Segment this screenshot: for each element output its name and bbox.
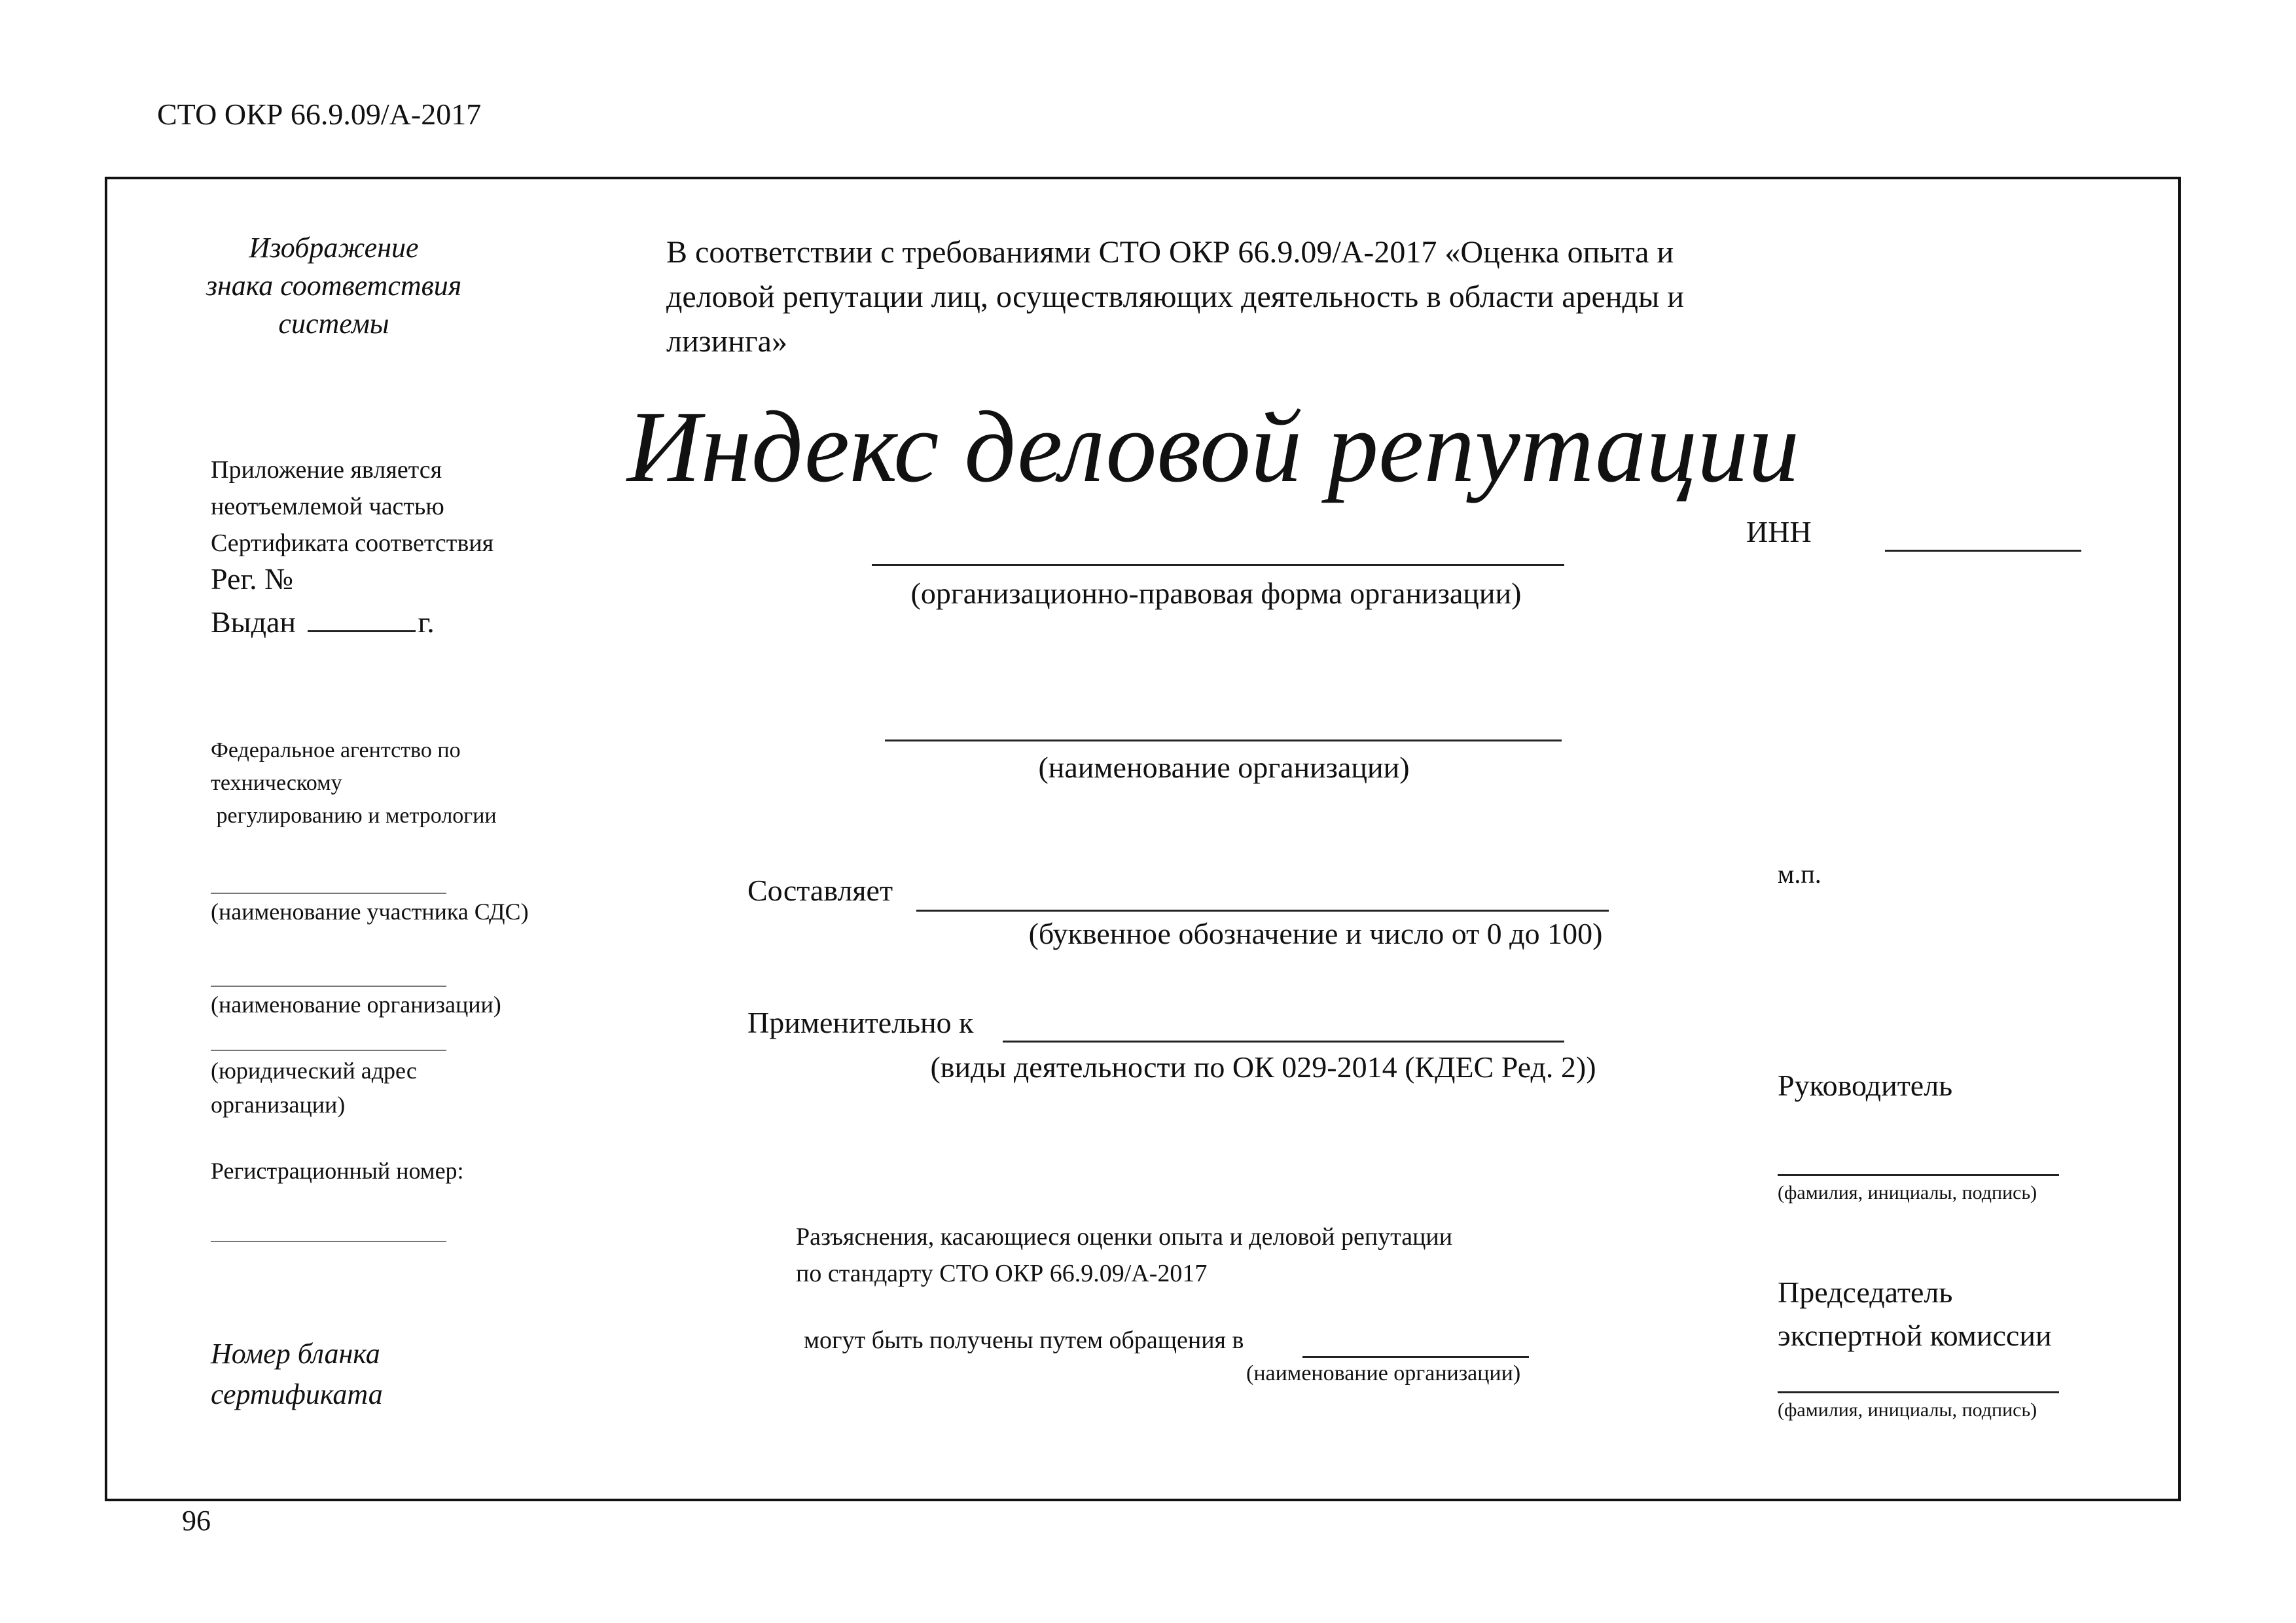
head-signature-caption: (фамилия, инициалы, подпись) (1778, 1182, 2037, 1204)
org-form-line (872, 564, 1564, 566)
head-signature-line (1778, 1174, 2059, 1176)
agency-line: регулированию и метрологии (211, 804, 497, 828)
document-code: СТО ОКР 66.9.09/А-2017 (157, 98, 482, 131)
clarifications-line: Разъяснения, касающиеся оценки опыта и деловой репутации (796, 1223, 1453, 1251)
issued-prefix: Выдан (211, 605, 296, 639)
page-number: 96 (182, 1505, 211, 1537)
chair-line: Председатель (1778, 1275, 1953, 1309)
chair-signature-caption: (фамилия, инициалы, подпись) (1778, 1399, 2037, 1421)
registration-number-line (211, 1241, 446, 1242)
chair-label (1778, 1271, 2052, 1357)
annex-line: Приложение является (211, 456, 442, 484)
legal-address-line-text: организации) (211, 1092, 346, 1118)
chair-line: экспертной комиссии (1778, 1319, 2052, 1352)
constitutes-label: Составляет (747, 874, 893, 907)
certificate-title: Индекс деловой репутации (627, 390, 1800, 503)
issued-line (211, 605, 435, 639)
clarifications-line: по стандарту СТО ОКР 66.9.09/А-2017 (796, 1260, 1208, 1287)
constitutes-line (916, 910, 1609, 912)
mark-line: системы (278, 308, 389, 340)
issued-suffix: г. (418, 605, 435, 639)
sds-participant-line (211, 893, 446, 894)
intro-paragraph (666, 230, 1684, 364)
obtain-caption: (наименование организации) (1246, 1361, 1521, 1385)
stamp-label: м.п. (1778, 859, 1821, 889)
annex-line: неотъемлемой частью (211, 493, 444, 520)
inn-field-line (1885, 550, 2081, 552)
constitutes-caption: (буквенное обозначение и число от 0 до 100) (1028, 917, 1603, 950)
agency-line: техническому (211, 771, 342, 795)
obtain-text: могут быть получены путем обращения в (804, 1327, 1244, 1354)
mark-line: знака соответствия (206, 270, 462, 302)
applicable-line (1003, 1041, 1564, 1043)
legal-address-caption (211, 1054, 417, 1122)
legal-address-line-text: (юридический адрес (211, 1058, 417, 1084)
agency-line: Федеральное агентство по (211, 738, 461, 762)
agency-name (211, 734, 497, 832)
intro-line: деловой репутации лиц, осуществляющих деятельность в области аренды и (666, 279, 1684, 314)
mark-line: Изображение (249, 232, 419, 264)
applicable-caption: (виды деятельности по ОК 029-2014 (КДЕС Ред. 2)) (930, 1050, 1596, 1084)
issued-date-blank (308, 630, 416, 632)
org-name-caption: (наименование организации) (1038, 751, 1410, 784)
applicable-label: Применительно к (747, 1006, 974, 1039)
registration-number-label: Регистрационный номер: (211, 1158, 464, 1184)
org-form-caption: (организационно-правовая форма организации) (910, 577, 1522, 610)
intro-line: В соответствии с требованиями СТО ОКР 66.9.09/А-2017 «Оценка опыта и (666, 235, 1674, 270)
legal-address-line (211, 1050, 446, 1051)
annex-line: Сертификата соответствия (211, 529, 494, 557)
reg-number-label: Рег. № (211, 562, 293, 596)
blank-number-label (211, 1334, 383, 1415)
annex-note (211, 452, 493, 562)
clarifications-note (796, 1219, 1452, 1292)
inn-label: ИНН (1746, 515, 1812, 548)
obtain-org-line (1302, 1356, 1529, 1358)
blank-number-line: сертификата (211, 1378, 383, 1410)
left-org-line (211, 986, 446, 987)
conformity-mark-placeholder (151, 229, 517, 343)
org-name-line (885, 740, 1562, 741)
chair-signature-line (1778, 1391, 2059, 1393)
head-label: Руководитель (1778, 1069, 1953, 1102)
left-org-caption: (наименование организации) (211, 991, 501, 1018)
sds-participant-caption: (наименование участника СДС) (211, 899, 529, 925)
blank-number-line: Номер бланка (211, 1338, 380, 1370)
intro-line: лизинга» (666, 324, 787, 359)
